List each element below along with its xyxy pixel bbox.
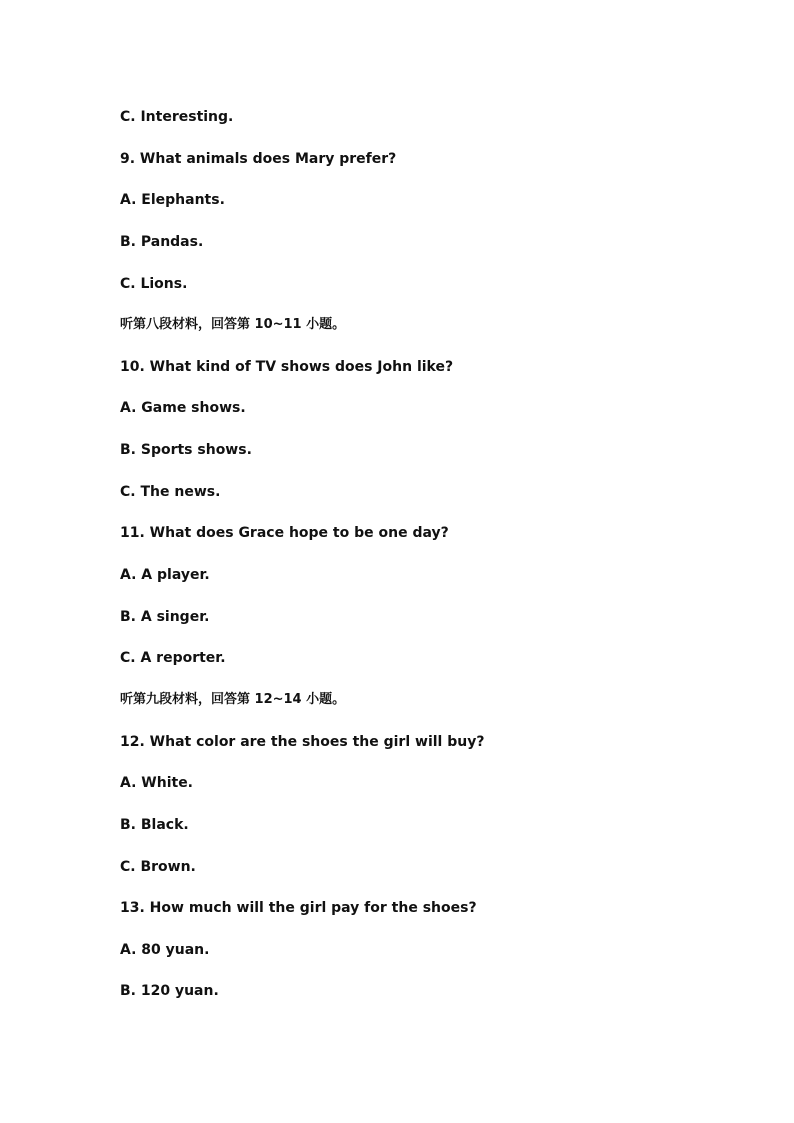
question-line: 10. What kind of TV shows does John like?	[120, 358, 454, 375]
option-line: A. 80 yuan.	[120, 941, 210, 958]
question-line: 12. What color are the shoes the girl will buy?	[120, 733, 485, 750]
question-line: 11. What does Grace hope to be one day?	[120, 525, 449, 542]
option-line: A. White.	[120, 775, 194, 792]
option-line: A. Game shows.	[120, 400, 246, 417]
option-line: C. A reporter.	[120, 650, 226, 667]
instruction-line: 听第八段材料，回答第 10~11 小题。	[120, 317, 346, 333]
option-line: C. The news.	[120, 483, 221, 500]
instruction-line: 听第九段材料，回答第 12~14 小题。	[120, 691, 346, 707]
option-line: C. Lions.	[120, 275, 188, 292]
option-line: B. A singer.	[120, 608, 210, 625]
option-line: B. 120 yuan.	[120, 983, 219, 1000]
option-line: A. Elephants.	[120, 192, 225, 209]
option-line: B. Pandas.	[120, 233, 204, 250]
option-line: B. Sports shows.	[120, 442, 252, 459]
option-line: C. Interesting.	[120, 109, 234, 125]
document-body	[120, 105, 740, 1021]
question-line: 13. How much will the girl pay for the shoes?	[120, 900, 477, 917]
option-line: A. A player.	[120, 567, 210, 584]
option-line: B. Black.	[120, 816, 189, 833]
question-line: 9. What animals does Mary prefer?	[120, 150, 397, 167]
option-line: C. Brown.	[120, 858, 196, 875]
